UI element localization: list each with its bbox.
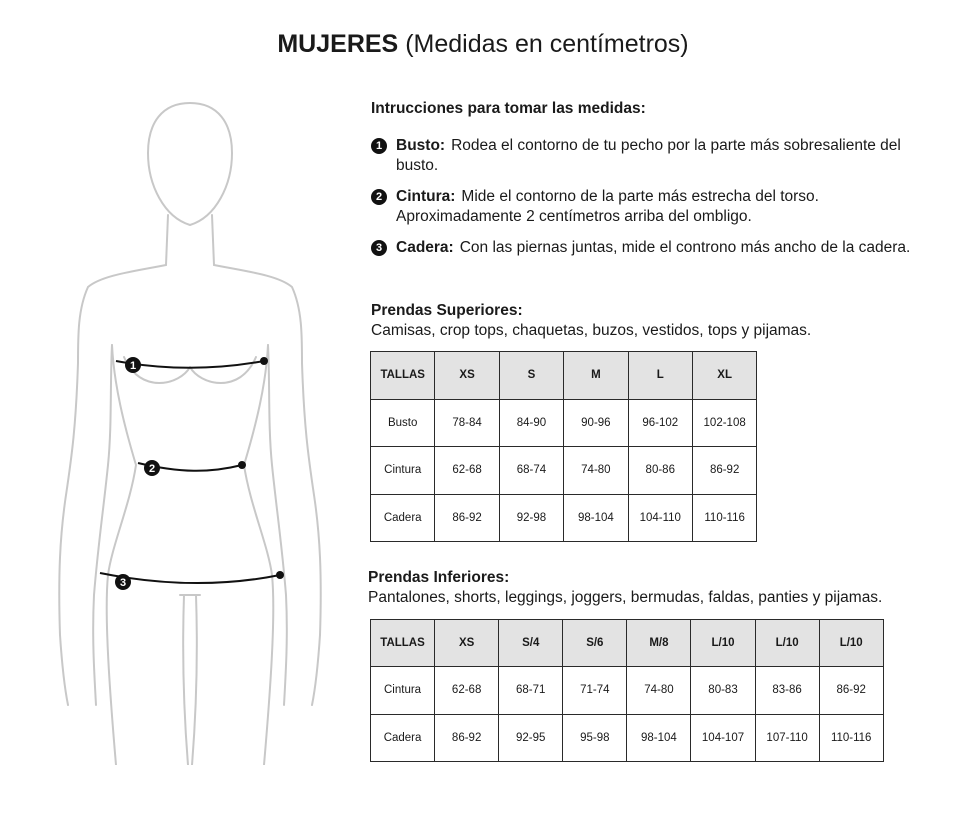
svg-text:3: 3	[119, 577, 127, 589]
table-cell: 68-71	[499, 667, 563, 714]
step-number: 3	[371, 240, 387, 256]
step-waist	[371, 187, 931, 227]
step-text: Mide el contorno de la parte más estrecha del torso. Aproximadamente 2 centímetros arriba del ombligo.	[396, 188, 819, 225]
upper-description: Camisas, crop tops, chaquetas, buzos, vestidos, tops y pijamas.	[371, 322, 812, 339]
table-cell: 110-116	[692, 494, 756, 542]
table-cell: 86-92	[435, 714, 499, 761]
row-label: Busto	[371, 399, 435, 447]
step-name: Cintura:	[396, 188, 456, 205]
table-cell: 110-116	[819, 714, 883, 761]
row-label: Cadera	[371, 494, 435, 542]
lower-heading: Prendas Inferiores:	[368, 569, 510, 586]
header-cell: XS	[435, 620, 499, 667]
table-cell: 80-86	[628, 447, 692, 495]
table-cell: 92-95	[499, 714, 563, 761]
table-cell: 90-96	[564, 399, 628, 447]
instructions	[371, 99, 931, 269]
body-figure	[50, 95, 350, 765]
table-cell: 62-68	[435, 667, 499, 714]
header-cell: L	[628, 352, 692, 400]
step-number: 1	[371, 138, 387, 154]
table-cell: 86-92	[819, 667, 883, 714]
step-name: Busto:	[396, 137, 446, 154]
svg-text:2: 2	[148, 463, 156, 475]
header-cell: XL	[692, 352, 756, 400]
head-outline	[148, 103, 232, 225]
row-label: Cintura	[371, 667, 435, 714]
step-name: Cadera:	[396, 239, 454, 256]
step-text: Con las piernas juntas, mide el controno más ancho de la cadera.	[459, 239, 911, 256]
table-cell: 92-98	[499, 494, 563, 542]
table-header-row	[371, 620, 884, 667]
lower-size-table	[370, 619, 884, 762]
header-cell: TALLAS	[371, 352, 435, 400]
header-cell: S	[499, 352, 563, 400]
table-header-row	[371, 352, 757, 400]
table-row	[371, 714, 884, 761]
table-row	[371, 667, 884, 714]
instructions-heading: Intrucciones para tomar las medidas:	[371, 100, 646, 117]
step-hip	[371, 238, 931, 258]
title-main: MUJERES	[277, 30, 399, 58]
step-text: Rodea el contorno de tu pecho por la parte más sobresaliente del busto.	[396, 137, 901, 174]
table-row	[371, 399, 757, 447]
table-cell: 104-107	[691, 714, 755, 761]
page-title	[0, 30, 966, 59]
table-cell: 68-74	[499, 447, 563, 495]
table-cell: 96-102	[628, 399, 692, 447]
table-cell: 107-110	[755, 714, 819, 761]
header-cell: XS	[435, 352, 499, 400]
table-cell: 95-98	[563, 714, 627, 761]
row-label: Cadera	[371, 714, 435, 761]
table-cell: 62-68	[435, 447, 499, 495]
table-cell: 86-92	[435, 494, 499, 542]
header-cell: S/4	[499, 620, 563, 667]
lower-section	[368, 568, 882, 608]
upper-heading: Prendas Superiores:	[371, 302, 523, 319]
step-number: 2	[371, 189, 387, 205]
header-cell: S/6	[563, 620, 627, 667]
header-cell: TALLAS	[371, 620, 435, 667]
svg-text:1: 1	[129, 360, 137, 372]
title-subtitle: (Medidas en centímetros)	[405, 30, 689, 58]
table-row	[371, 447, 757, 495]
header-cell: M/8	[627, 620, 691, 667]
table-cell: 102-108	[692, 399, 756, 447]
table-cell: 86-92	[692, 447, 756, 495]
upper-size-table	[370, 351, 757, 542]
table-cell: 98-104	[564, 494, 628, 542]
header-cell: L/10	[819, 620, 883, 667]
table-cell: 104-110	[628, 494, 692, 542]
step-bust	[371, 136, 931, 176]
table-cell: 74-80	[564, 447, 628, 495]
table-row	[371, 494, 757, 542]
marker-3	[115, 574, 131, 590]
table-cell: 80-83	[691, 667, 755, 714]
table-cell: 78-84	[435, 399, 499, 447]
table-cell: 84-90	[499, 399, 563, 447]
row-label: Cintura	[371, 447, 435, 495]
lower-description: Pantalones, shorts, leggings, joggers, bermudas, faldas, panties y pijamas.	[368, 589, 883, 606]
header-cell: M	[564, 352, 628, 400]
header-cell: L/10	[691, 620, 755, 667]
table-cell: 98-104	[627, 714, 691, 761]
marker-2	[144, 460, 160, 476]
table-cell: 71-74	[563, 667, 627, 714]
marker-1	[125, 357, 141, 373]
header-cell: L/10	[755, 620, 819, 667]
upper-section	[371, 301, 811, 341]
table-cell: 74-80	[627, 667, 691, 714]
table-cell: 83-86	[755, 667, 819, 714]
